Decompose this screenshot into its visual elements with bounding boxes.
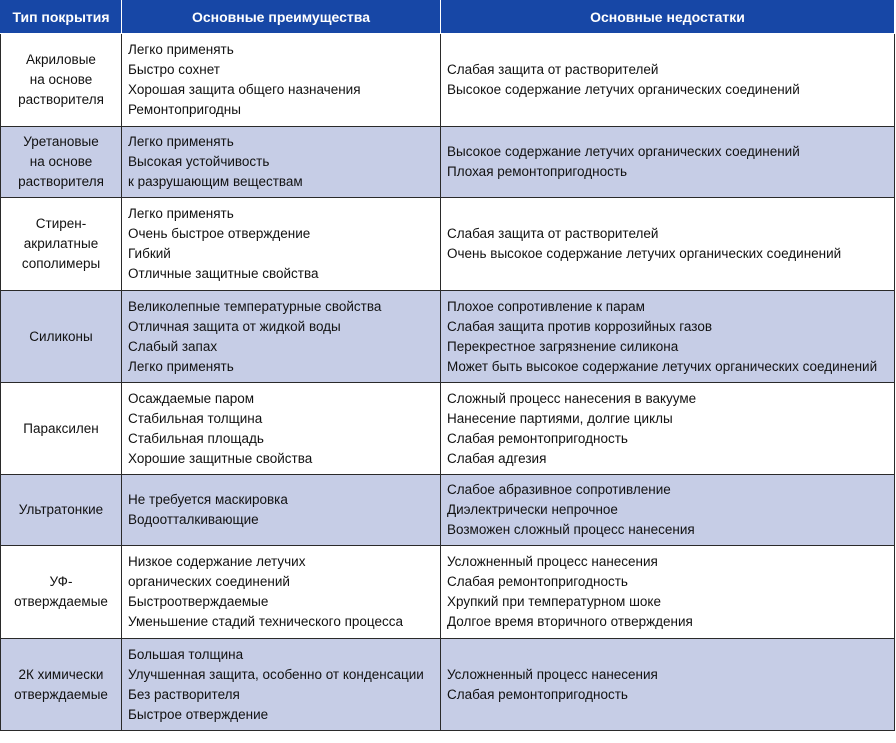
- advantage-item: Быстрое отверждение: [128, 706, 269, 722]
- advantage-item: Осаждаемые паром: [128, 390, 255, 406]
- disadvantages-cell: [441, 127, 895, 198]
- disadvantage-item: Слабая ремонтопригодность: [447, 430, 628, 446]
- disadvantages-cell: [441, 383, 895, 475]
- coating-type-cell: [1, 383, 122, 475]
- disadvantages-cell: [441, 546, 895, 639]
- advantage-item: Водоотталкивающие: [128, 512, 259, 527]
- coating-type-cell: [1, 198, 122, 291]
- coating-type-label: 2К химически отверждаемые: [14, 666, 108, 702]
- advantage-item: Без растворителя: [128, 686, 240, 702]
- header-advantages: Основные преимущества: [122, 0, 441, 34]
- disadvantage-item: Высокое содержание летучих органических соединений: [447, 82, 800, 97]
- disadvantage-item: Перекрестное загрязнение силикона: [447, 338, 679, 354]
- disadvantage-item: Возможен сложный процесс нанесения: [447, 522, 695, 537]
- advantage-item: Улучшенная защита, особенно от конденсации: [128, 666, 424, 682]
- advantage-item: к разрушающим веществам: [128, 174, 303, 189]
- disadvantages-cell: [441, 475, 895, 546]
- advantage-item: Отличные защитные свойства: [128, 266, 319, 281]
- coating-type-cell: [1, 34, 122, 127]
- advantage-item: Легко применять: [128, 134, 234, 149]
- advantages-cell: [122, 291, 441, 383]
- table-row: [1, 198, 895, 291]
- coating-type-cell: [1, 475, 122, 546]
- disadvantage-item: Усложненный процесс нанесения: [447, 666, 658, 682]
- advantage-item: Легко применять: [128, 42, 234, 57]
- table-row: [1, 127, 895, 198]
- advantages-cell: [122, 198, 441, 291]
- advantage-item: Легко применять: [128, 206, 234, 221]
- disadvantages-cell: [441, 198, 895, 291]
- disadvantage-item: Сложный процесс нанесения в вакууме: [447, 390, 697, 406]
- advantage-item: Ремонтопригодны: [128, 102, 241, 117]
- advantage-item: Хорошая защита общего назначения: [128, 82, 361, 97]
- advantage-item: Легко применять: [128, 358, 234, 374]
- coating-type-cell: [1, 291, 122, 383]
- disadvantages-cell: [441, 34, 895, 127]
- coating-type-label: Силиконы: [29, 328, 93, 344]
- disadvantage-item: Плохая ремонтопригодность: [447, 164, 628, 179]
- header-row: [1, 0, 895, 34]
- coating-type-label: Стирен- акрилатные сополимеры: [21, 216, 101, 271]
- advantage-item: Низкое содержание летучих: [128, 554, 306, 569]
- disadvantages-cell: [441, 639, 895, 731]
- coating-type-cell: [1, 546, 122, 639]
- advantage-item: Стабильная толщина: [128, 410, 263, 426]
- disadvantage-item: Слабая адгезия: [447, 450, 547, 466]
- advantages-cell: [122, 34, 441, 127]
- advantage-item: Отличная защита от жидкой воды: [128, 318, 341, 334]
- advantages-cell: [122, 639, 441, 731]
- disadvantages-cell: [441, 291, 895, 383]
- disadvantage-item: Долгое время вторичного отверждения: [447, 614, 693, 629]
- advantages-cell: [122, 383, 441, 475]
- disadvantage-item: Слабая защита от растворителей: [447, 62, 659, 77]
- advantage-item: Не требуется маскировка: [128, 492, 288, 507]
- disadvantage-item: Диэлектрически непрочное: [447, 502, 618, 517]
- table-row: [1, 291, 895, 383]
- advantages-cell: [122, 546, 441, 639]
- advantage-item: Очень быстрое отверждение: [128, 226, 311, 241]
- table-row: [1, 383, 895, 475]
- advantage-item: Стабильная площадь: [128, 430, 264, 446]
- advantages-cell: [122, 475, 441, 546]
- advantage-item: Высокая устойчивость: [128, 154, 270, 169]
- table-row: [1, 34, 895, 127]
- header-coating-type: Тип покрытия: [1, 0, 122, 34]
- disadvantage-item: Очень высокое содержание летучих органических соединений: [447, 246, 842, 261]
- coating-type-cell: [1, 639, 122, 731]
- advantage-item: Хорошие защитные свойства: [128, 450, 313, 466]
- advantage-item: органических соединений: [128, 574, 290, 589]
- disadvantage-item: Может быть высокое содержание летучих органических соединений: [447, 358, 878, 374]
- disadvantage-item: Слабая ремонтопригодность: [447, 686, 628, 702]
- advantage-item: Гибкий: [128, 246, 171, 261]
- disadvantage-item: Высокое содержание летучих органических соединений: [447, 144, 800, 159]
- table-row: [1, 639, 895, 731]
- disadvantage-item: Усложненный процесс нанесения: [447, 554, 658, 569]
- coating-type-cell: [1, 127, 122, 198]
- advantage-item: Большая толщина: [128, 646, 244, 662]
- table-row: [1, 475, 895, 546]
- coating-type-label: Ультратонкие: [18, 502, 104, 517]
- disadvantage-item: Слабая ремонтопригодность: [447, 574, 628, 589]
- disadvantage-item: Хрупкий при температурном шоке: [447, 594, 661, 609]
- advantage-item: Великолепные температурные свойства: [128, 298, 382, 314]
- coating-type-label: Акриловые на основе растворителя: [18, 52, 104, 107]
- header-disadvantages: Основные недостатки: [441, 0, 895, 34]
- advantages-cell: [122, 127, 441, 198]
- advantage-item: Слабый запах: [128, 338, 218, 354]
- disadvantage-item: Плохое сопротивление к парам: [447, 298, 645, 314]
- coating-type-label: УФ- отверждаемые: [14, 574, 108, 609]
- coating-type-label: Уретановые на основе растворителя: [18, 134, 104, 189]
- coating-type-label: Параксилен: [23, 420, 99, 436]
- advantage-item: Быстроотверждаемые: [128, 594, 269, 609]
- table-row: [1, 546, 895, 639]
- disadvantage-item: Слабое абразивное сопротивление: [447, 482, 671, 497]
- advantage-item: Уменьшение стадий технического процесса: [128, 614, 403, 629]
- disadvantage-item: Нанесение партиями, долгие циклы: [447, 410, 673, 426]
- advantage-item: Быстро сохнет: [128, 62, 220, 77]
- disadvantage-item: Слабая защита от растворителей: [447, 226, 659, 241]
- disadvantage-item: Слабая защита против коррозийных газов: [447, 318, 713, 334]
